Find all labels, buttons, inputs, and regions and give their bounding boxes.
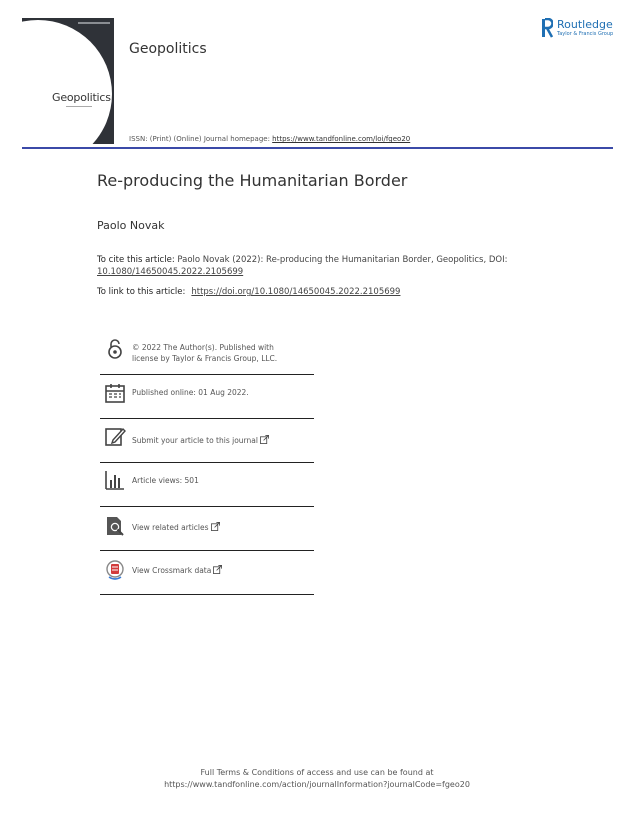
submit-article-text[interactable]: Submit your article to this journal [132,436,258,445]
crossmark-text[interactable]: View Crossmark data [132,566,212,575]
license-text [132,342,277,364]
crossmark-label[interactable] [132,565,222,576]
publisher-subtitle: Taylor & Francis Group [557,31,614,37]
article-author: Paolo Novak [97,219,165,232]
submit-article-row[interactable] [100,419,314,463]
citation-text: Paolo Novak (2022): Re-producing the Humanitarian Border, Geopolitics, DOI: [174,255,508,265]
citation-label: To cite this article: [97,255,175,265]
related-articles-label[interactable] [132,522,220,533]
header-divider [22,147,613,149]
edit-pencil-icon [104,426,126,448]
external-link-icon [211,522,220,531]
published-row [100,375,314,419]
bar-chart-icon [104,469,126,491]
license-line-2: license by Taylor & Francis Group, LLC. [132,354,278,363]
license-line-1: © 2022 The Author(s). Published with [132,343,274,352]
article-info-list [100,330,314,595]
article-doi-link[interactable]: https://doi.org/10.1080/14650045.2022.2105699 [191,287,401,297]
journal-name: Geopolitics [129,41,207,57]
routledge-r-icon [541,18,553,38]
published-date: Published online: 01 Aug 2022. [132,388,249,397]
journal-homepage-link[interactable]: https://www.tandfonline.com/loi/fgeo20 [272,135,411,143]
issn-text: ISSN: (Print) (Online) Journal homepage: [129,135,273,143]
related-articles-text[interactable]: View related articles [132,523,209,532]
open-access-lock-icon [104,338,126,360]
external-link-icon [213,565,222,574]
cover-rule [66,106,92,107]
article-link-line [97,287,400,297]
publisher-name: Routledge [557,18,613,31]
article-views-row [100,463,314,507]
article-title: Re-producing the Humanitarian Border [97,171,408,190]
license-row [100,330,314,375]
journal-info [129,135,410,143]
footer-terms-url[interactable]: https://www.tandfonline.com/action/journalInformation?journalCode=fgeo20 [164,780,470,789]
external-link-icon [260,435,269,444]
journal-cover-image [22,18,114,144]
submit-article-label[interactable] [132,435,269,446]
crossmark-row[interactable] [100,551,314,595]
related-articles-row[interactable] [100,507,314,551]
footer [0,767,634,791]
citation-doi-link[interactable]: 10.1080/14650045.2022.2105699 [97,267,244,277]
cover-decoration [78,22,110,24]
search-document-icon [104,515,126,537]
article-views-text: Article views: 501 [132,476,199,485]
cover-circle [22,20,112,144]
cover-title: Geopolitics [52,91,111,104]
calendar-icon [104,382,126,404]
publisher-logo[interactable] [541,17,616,41]
footer-terms-text: Full Terms & Conditions of access and use can be found at [200,768,434,777]
crossmark-icon [104,559,126,581]
citation [97,254,547,278]
article-link-label: To link to this article: [97,287,186,297]
